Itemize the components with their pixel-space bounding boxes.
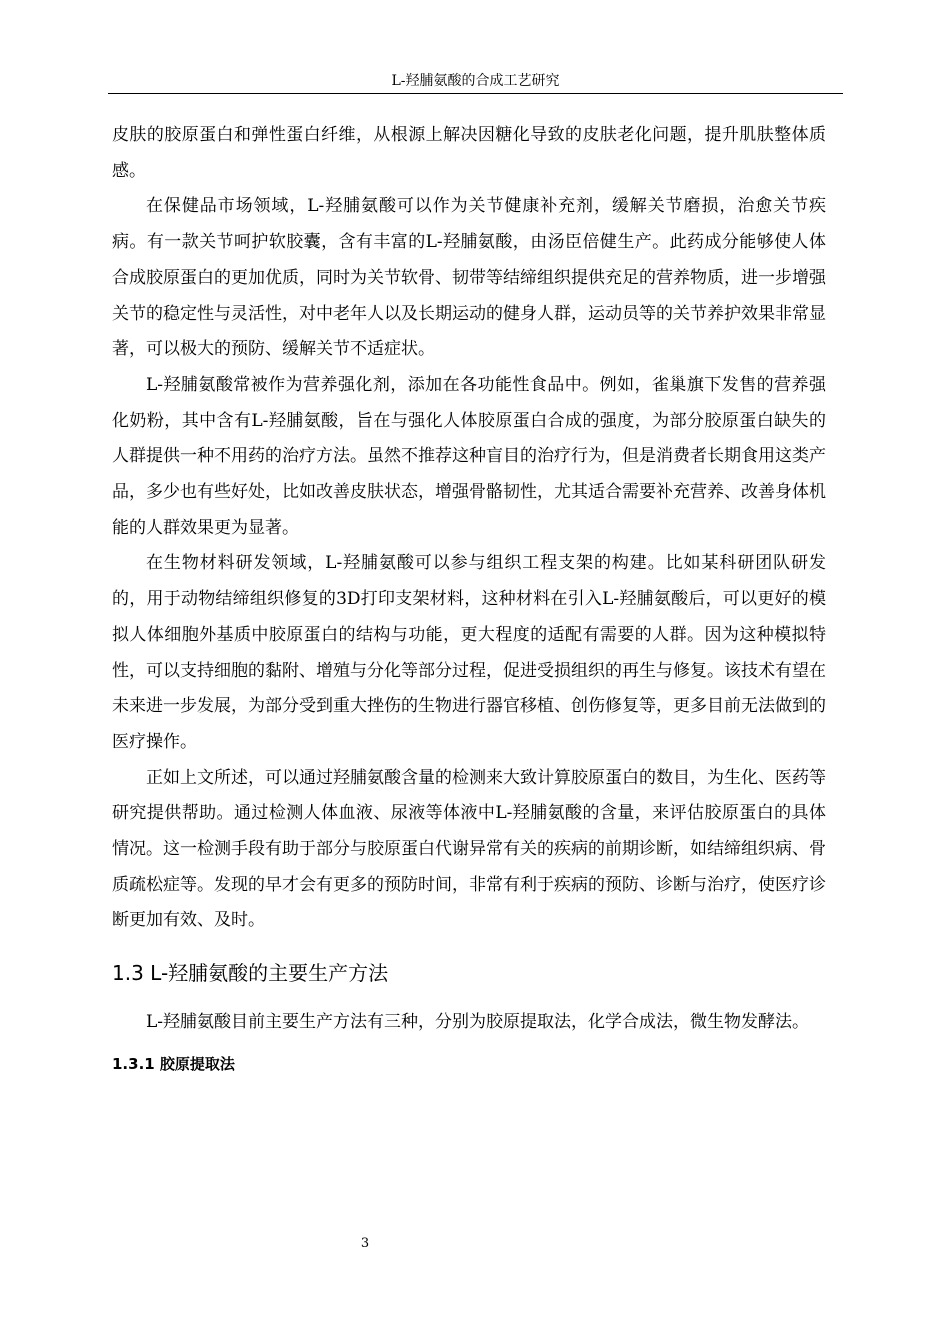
subsection-heading: 1.3.1 胶原提取法 (112, 1054, 235, 1073)
body-text (112, 118, 826, 1081)
section-heading: 1.3 L-羟脯氨酸的主要生产方法 (112, 961, 389, 986)
paragraph-nutrition-fortifier: L-羟脯氨酸常被作为营养强化剂，添加在各功能性食品中。例如，雀巢旗下发售的营养强化奶粉，其中含有L-羟脯氨酸，旨在与强化人体胶原蛋白合成的强度，为部分胶原蛋白缺失的人群提供一种不用药的治疗方法。虽然不推荐这种盲目的治疗行为，但是消费者长期食用这类产品，多少也有些好处，比如改善皮肤状态，增强骨骼韧性，尤其适合需要补充营养、改善身体机能的人群效果更为显著。 (112, 374, 826, 538)
page-number: 3 (360, 1236, 370, 1251)
header-rule (108, 93, 843, 94)
section-intro: L-羟脯氨酸目前主要生产方法有三种，分别为胶原提取法，化学合成法，微生物发酵法。 (146, 1012, 810, 1033)
running-header: L-羟脯氨酸的合成工艺研究 (391, 73, 560, 89)
paragraph-detection: 正如上文所述，可以通过羟脯氨酸含量的检测来大致计算胶原蛋白的数目，为生化、医药等研究提供帮助。通过检测人体血液、尿液等体液中L-羟脯氨酸的含量，来评估胶原蛋白的具体情况。这一检测手段有助于部分与胶原蛋白代谢异常有关的疾病的前期诊断，如结缔组织病、骨质疏松症等。发现的早才会有更多的预防时间，非常有利于疾病的预防、诊断与治疗，使医疗诊断更加有效、及时。 (112, 767, 826, 931)
paragraph-health-products: 在保健品市场领域，L-羟脯氨酸可以作为关节健康补充剂，缓解关节磨损，治愈关节疾病。有一款关节呵护软胶囊，含有丰富的L-羟脯氨酸，由汤臣倍健生产。此药成分能够使人体合成胶原蛋白的更加优质，同时为关节软骨、韧带等结缔组织提供充足的营养物质，进一步增强关节的稳定性与灵活性，对中老年人以及长期运动的健身人群，运动员等的关节养护效果非常显著，可以极大的预防、缓解关节不适症状。 (112, 196, 826, 360)
paragraph-biomaterials: 在生物材料研发领域，L-羟脯氨酸可以参与组织工程支架的构建。比如某科研团队研发的，用于动物结缔组织修复的3D打印支架材料，这种材料在引入L-羟脯氨酸后，可以更好的模拟人体细胞外基质中胶原蛋白的结构与功能，更大程度的适配有需要的人群。因为这种模拟特性，可以支持细胞的黏附、增殖与分化等部分过程，促进受损组织的再生与修复。该技术有望在未来进一步发展，为部分受到重大挫伤的生物进行器官移植、创伤修复等，更多目前无法做到的医疗操作。 (112, 553, 826, 752)
paragraph-continued: 皮肤的胶原蛋白和弹性蛋白纤维，从根源上解决因糖化导致的皮肤老化问题，提升肌肤整体质感。 (112, 125, 826, 181)
